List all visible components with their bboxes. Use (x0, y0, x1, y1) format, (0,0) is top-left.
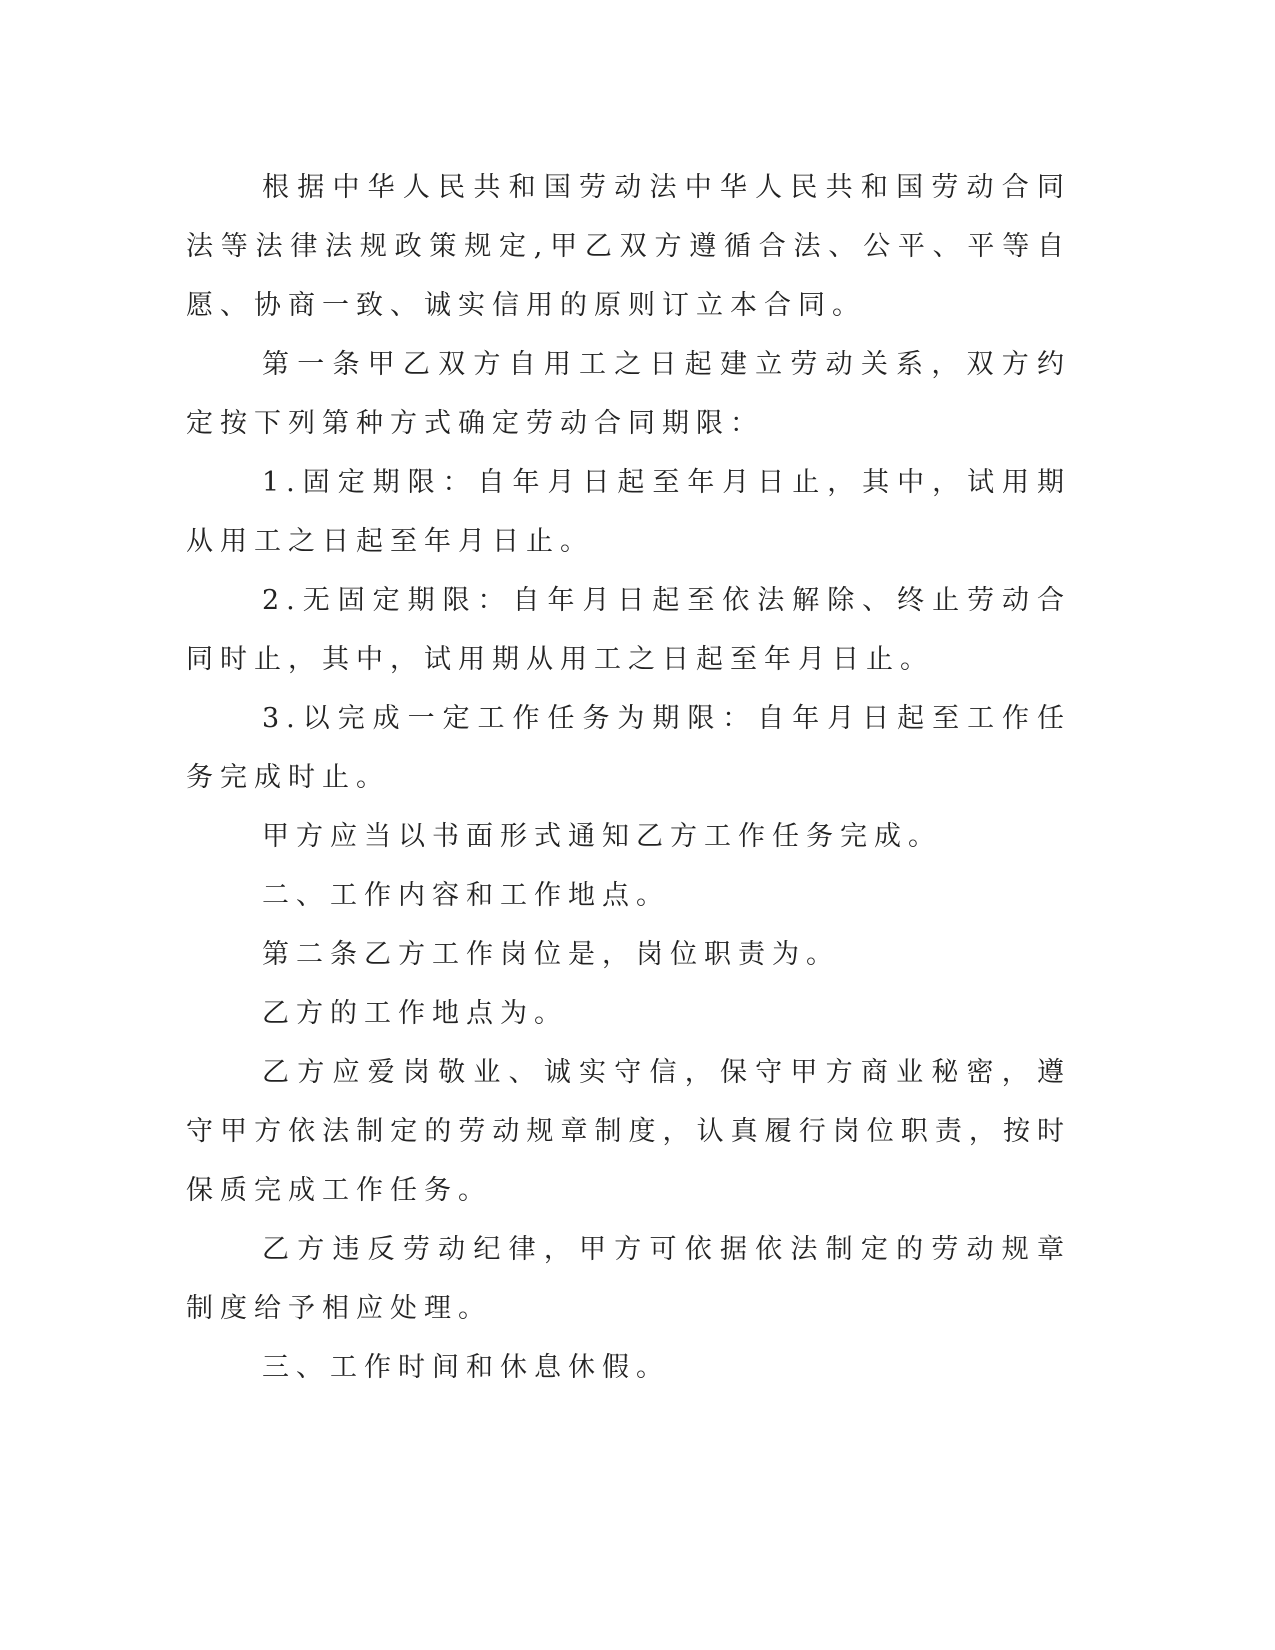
paragraph-term-open: 2.无固定期限：自年月日起至依法解除、终止劳动合同时止，其中，试用期从用工之日起至年月日止。 (186, 585, 1071, 675)
paragraph-article-2: 第二条乙方工作岗位是，岗位职责为。 (262, 939, 840, 970)
paragraph-term-fixed: 1.固定期限：自年月日起至年月日止，其中，试用期从用工之日起至年月日止。 (186, 467, 1071, 557)
paragraph-discipline: 乙方违反劳动纪律，甲方可依据依法制定的劳动规章制度给予相应处理。 (186, 1234, 1071, 1324)
paragraph-duties: 乙方应爱岗敬业、诚实守信，保守甲方商业秘密，遵守甲方依法制定的劳动规章制度，认真履行岗位职责，按时保质完成工作任务。 (186, 1057, 1071, 1206)
section-heading-3: 三、工作时间和休息休假。 (262, 1352, 670, 1383)
document-body (186, 158, 1071, 1397)
paragraph-work-location: 乙方的工作地点为。 (262, 998, 568, 1029)
paragraph-notice: 甲方应当以书面形式通知乙方工作任务完成。 (262, 821, 942, 852)
paragraph-article-1: 第一条甲乙双方自用工之日起建立劳动关系，双方约定按下列第种方式确定劳动合同期限： (186, 349, 1071, 439)
section-heading-2: 二、工作内容和工作地点。 (262, 880, 670, 911)
paragraph-preamble: 根据中华人民共和国劳动法中华人民共和国劳动合同法等法律法规政策规定,甲乙双方遵循合法、公平、平等自愿、协商一致、诚实信用的原则订立本合同。 (186, 172, 1071, 321)
paragraph-term-task: 3.以完成一定工作任务为期限：自年月日起至工作任务完成时止。 (186, 703, 1071, 793)
